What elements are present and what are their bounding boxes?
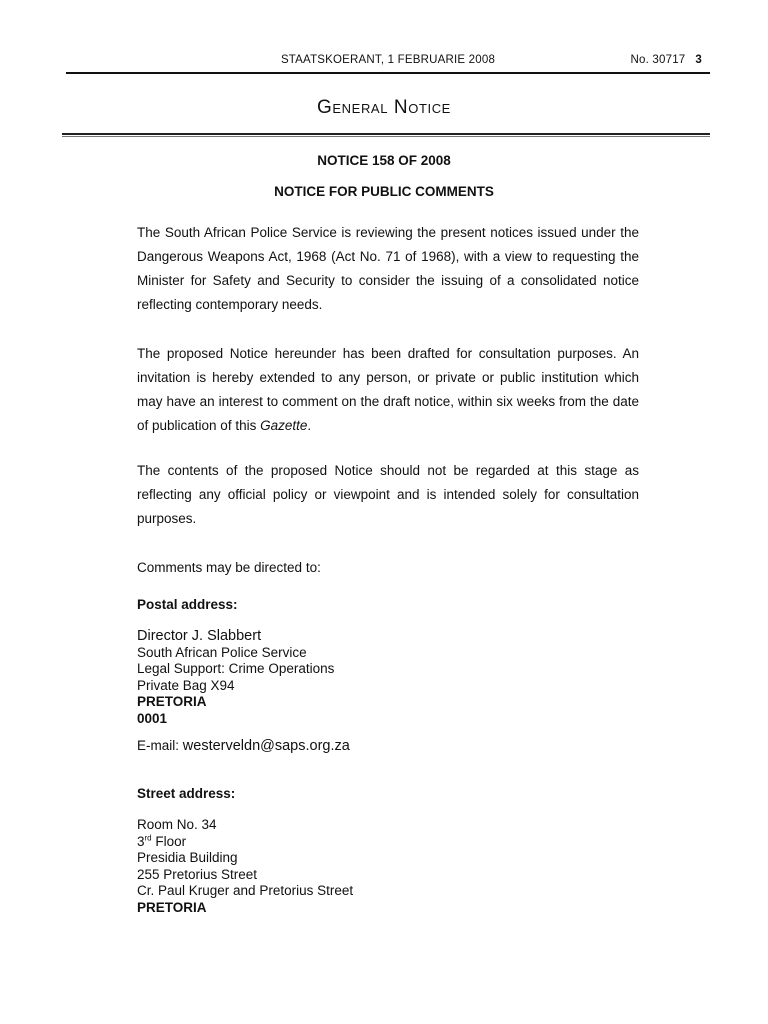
street-address — [137, 817, 353, 916]
postal-line: Director J. Slabbert — [137, 628, 262, 644]
email-address[interactable]: westerveldn@saps.org.za — [182, 738, 350, 754]
postal-address-label: Postal address: — [137, 597, 238, 612]
gazette-italic: Gazette — [260, 418, 308, 433]
header-rule — [66, 72, 710, 74]
gazette-issue-number: No. 30717 — [630, 54, 686, 66]
notice-title: NOTICE 158 OF 2008 — [317, 153, 451, 168]
street-city: PRETORIA — [137, 899, 207, 915]
email-line — [137, 738, 350, 754]
street-floor — [137, 834, 353, 851]
paragraph-invitation-text: The proposed Notice hereunder has been drafted for consultation purposes. An invitation is hereby extended to any person, or private or public institution which may have an interest to comment on the draft notice, within six weeks from the date of publication of this — [137, 346, 639, 433]
section-rule-thin — [62, 136, 710, 137]
gazette-number — [631, 54, 702, 66]
postal-line: South African Police Service — [137, 644, 307, 660]
paragraph-comments: Comments may be directed to: — [137, 560, 321, 575]
floor-word: Floor — [155, 833, 187, 849]
street-address-label: Street address: — [137, 786, 236, 801]
street-line: 255 Pretorius Street — [137, 866, 258, 882]
paragraph-invitation-end: . — [307, 418, 312, 433]
postal-address — [137, 628, 334, 727]
postal-code: 0001 — [137, 710, 168, 726]
notice-subtitle: NOTICE FOR PUBLIC COMMENTS — [274, 184, 494, 199]
postal-city: PRETORIA — [137, 694, 207, 709]
paragraph-review: The South African Police Service is reviewing the present notices issued under the Dangerous Weapons Act, 1968 (Act No. 71 of 1968), with a view to requesting the Minister for Safety and Security to consider the issuing of a consolidated notice reflecting contemporary needs. — [137, 225, 639, 312]
paragraph-invitation — [137, 342, 639, 438]
page-header — [66, 54, 710, 74]
postal-line: Private Bag X94 — [137, 677, 235, 693]
gazette-title-date: STAATSKOERANT, 1 FEBRUARIE 2008 — [280, 54, 496, 66]
floor-suffix: rd — [144, 833, 152, 842]
email-label: E-mail: — [137, 738, 180, 753]
paragraph-disclaimer: The contents of the proposed Notice should not be regarded at this stage as reflecting any official policy or viewpoint and is intended solely for consultation purposes. — [137, 463, 639, 526]
section-title: General Notice — [317, 97, 451, 118]
street-line: Room No. 34 — [137, 817, 217, 832]
postal-line: Legal Support: Crime Operations — [137, 661, 335, 676]
section-rule — [62, 133, 710, 135]
page-number: 3 — [695, 54, 702, 66]
street-line: Presidia Building — [137, 850, 238, 865]
floor-number: 3 — [137, 833, 145, 849]
street-line: Cr. Paul Kruger and Pretorius Street — [137, 883, 354, 898]
